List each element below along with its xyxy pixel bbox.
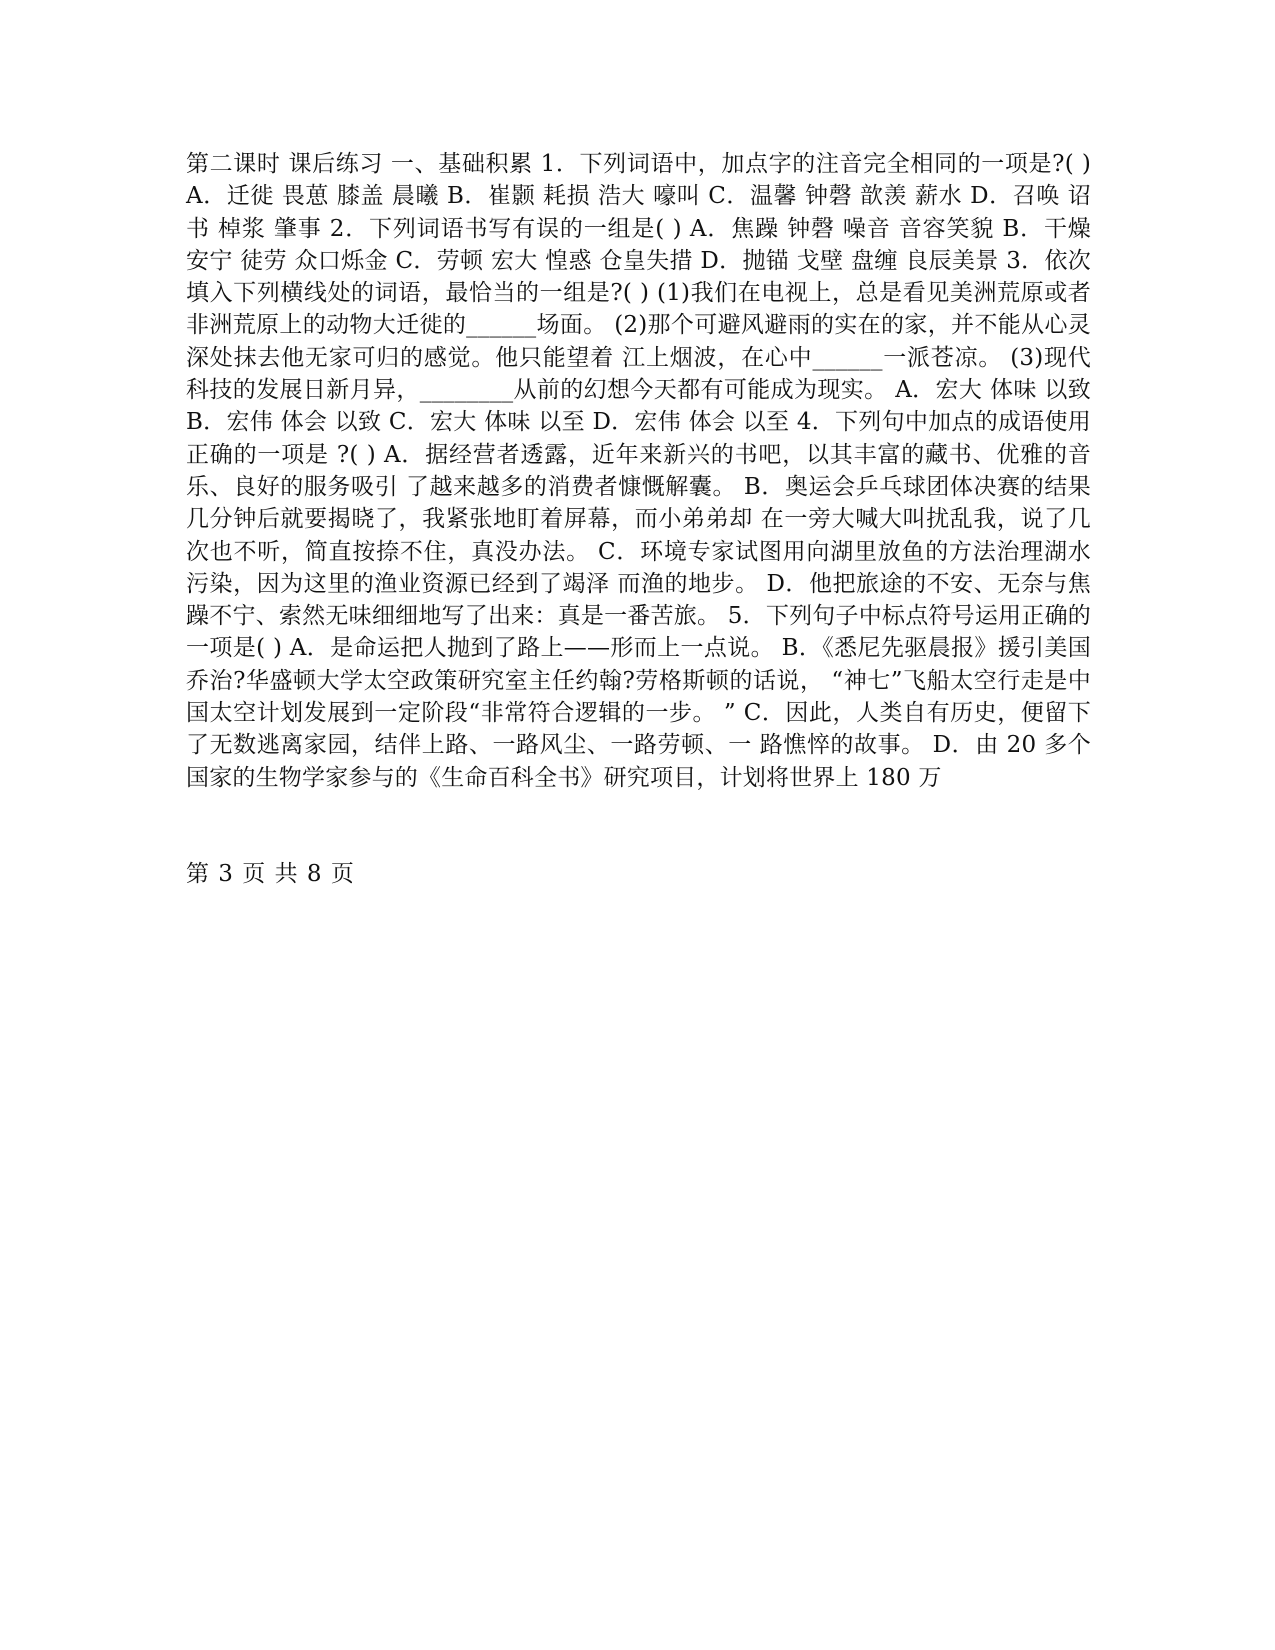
page-number: 第 3 页 共 8 页 xyxy=(186,861,355,887)
exercise-body-text: 第二课时 课后练习 一、基础积累 1．下列词语中，加点字的注音完全相同的一项是?( ) A．迁徙 畏葸 膝盖 晨曦 B．崔颢 耗损 浩大 嚎叫 C．温馨 钟磬 歆羡 薪水 D．召唤 诏书 棹浆 肇事 2．下列词语书写有误的一组是( ) A．焦躁 钟磬 噪音 音容笑貌 B．干燥 安宁 徒劳 众口烁金 C．劳顿 宏大 惶惑 仓皇失措 D．抛锚 戈壁 盘缠 良辰美景 3．依次填入下列横线处的词语，最恰当的一组是?( ) (1)我们在电视上，总是看见美洲荒原或者非洲荒原上的动物大迁徙的______场面。 (2)那个可避风避雨的实在的家，并不能从心灵深处抹去他无家可归的感觉。他只能望着 江上烟波，在心中______一派苍凉。 (3)现代科技的发展日新月异，________从前的幻想今天都有可能成为现实。 A．宏大 体味 以致 B．宏伟 体会 以致 C．宏大 体味 以至 D．宏伟 体会 以至 4．下列句中加点的成语使用正确的一项是 ?( ) A．据经营者透露，近年来新兴的书吧，以其丰富的藏书、优雅的音乐、良好的服务吸引 了越来越多的消费者慷慨解囊。 B．奥运会乒乓球团体决赛的结果几分钟后就要揭晓了，我紧张地盯着屏幕，而小弟弟却 在一旁大喊大叫扰乱我，说了几次也不听，简直按捺不住，真没办法。 C．环境专家试图用向湖里放鱼的方法治理湖水污染，因为这里的渔业资源已经到了竭泽 而渔的地步。 D．他把旅途的不安、无奈与焦躁不宁、索然无味细细地写了出来：真是一番苦旅。 5．下列句子中标点符号运用正确的一项是( ) A．是命运把人抛到了路上——形而上一点说。 B．《悉尼先驱晨报》援引美国乔治?华盛顿大学太空政策研究室主任约翰?劳格斯顿的话说， “神七”飞船太空行走是中国太空计划发展到一定阶段“非常符合逻辑的一步。 ” C．因此，人类自有历史，便留下了无数逃离家园，结伴上路、一路风尘、一路劳顿、一 路憔悴的故事。 D．由 20 多个国家的生物学家参与的《生命百科全书》研究项目，计划将世界上 180 万 xyxy=(186,151,1091,791)
